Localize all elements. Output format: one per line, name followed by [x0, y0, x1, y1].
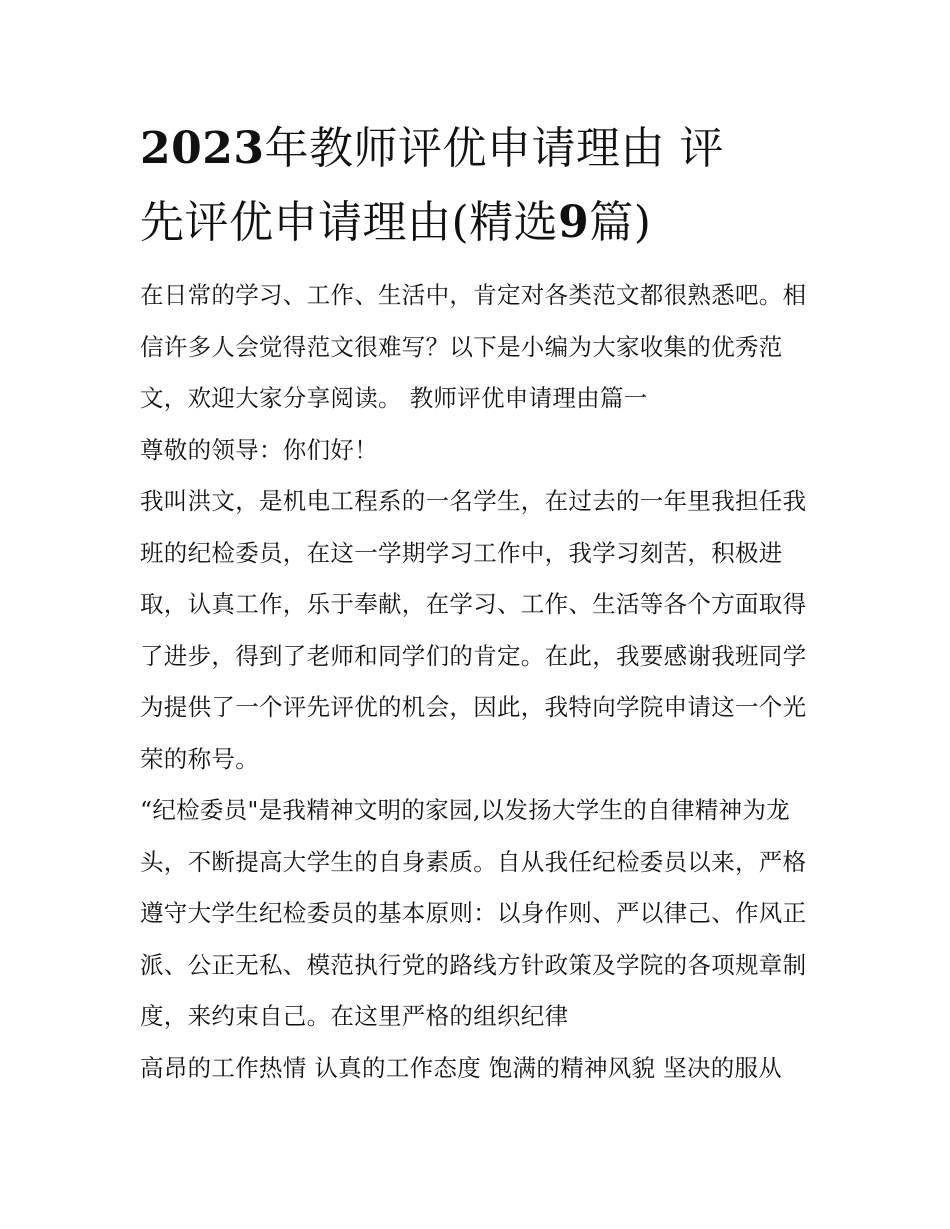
- title-line1-text: 年教师评优申请理由 评: [264, 123, 724, 174]
- salutation: 尊敬的领导：你们好！: [140, 435, 378, 464]
- title-count: 9: [558, 197, 590, 248]
- title-year: 2023: [140, 123, 265, 174]
- body-paragraph-2: “纪检委员"是我精神文明的家园,以发扬大学生的自律精神为龙头，不断提高大学生的自身素质。自从我任纪检委员以来，严格遵守大学生纪检委员的基本原则：以身作则、严以律己、作风正派、公正无私、模范执行党的路线方针政策及学院的各项规章制度，来约束自己。在这里严格的组织纪律: [140, 796, 807, 1030]
- title-line2-text-b: 篇): [589, 197, 652, 248]
- body-paragraph-3: 高昂的工作热情 认真的工作态度 饱满的精神风貌 坚决的服从: [140, 1053, 783, 1082]
- document-page: [140, 112, 820, 1094]
- title-line2-text-a: 先评优申请理由(精选: [140, 197, 559, 248]
- document-title: [140, 112, 820, 260]
- body-paragraph-1: 我叫洪文，是机电工程系的一名学生，在过去的一年里我担任我班的纪检委员，在这一学期学习工作中，我学习刻苦，积极进取，认真工作，乐于奉献，在学习、工作、生活等各个方面取得了进步，得到了老师和同学们的肯定。在此，我要感谢我班同学为提供了一个评先评优的机会，因此，我特向学院申请这一个光荣的称号。: [140, 487, 807, 773]
- intro-paragraph: 在日常的学习、工作、生活中，肯定对各类范文都很熟悉吧。相信许多人会觉得范文很难写？以下是小编为大家收集的优秀范文，欢迎大家分享阅读。 教师评优申请理由篇一: [140, 281, 807, 412]
